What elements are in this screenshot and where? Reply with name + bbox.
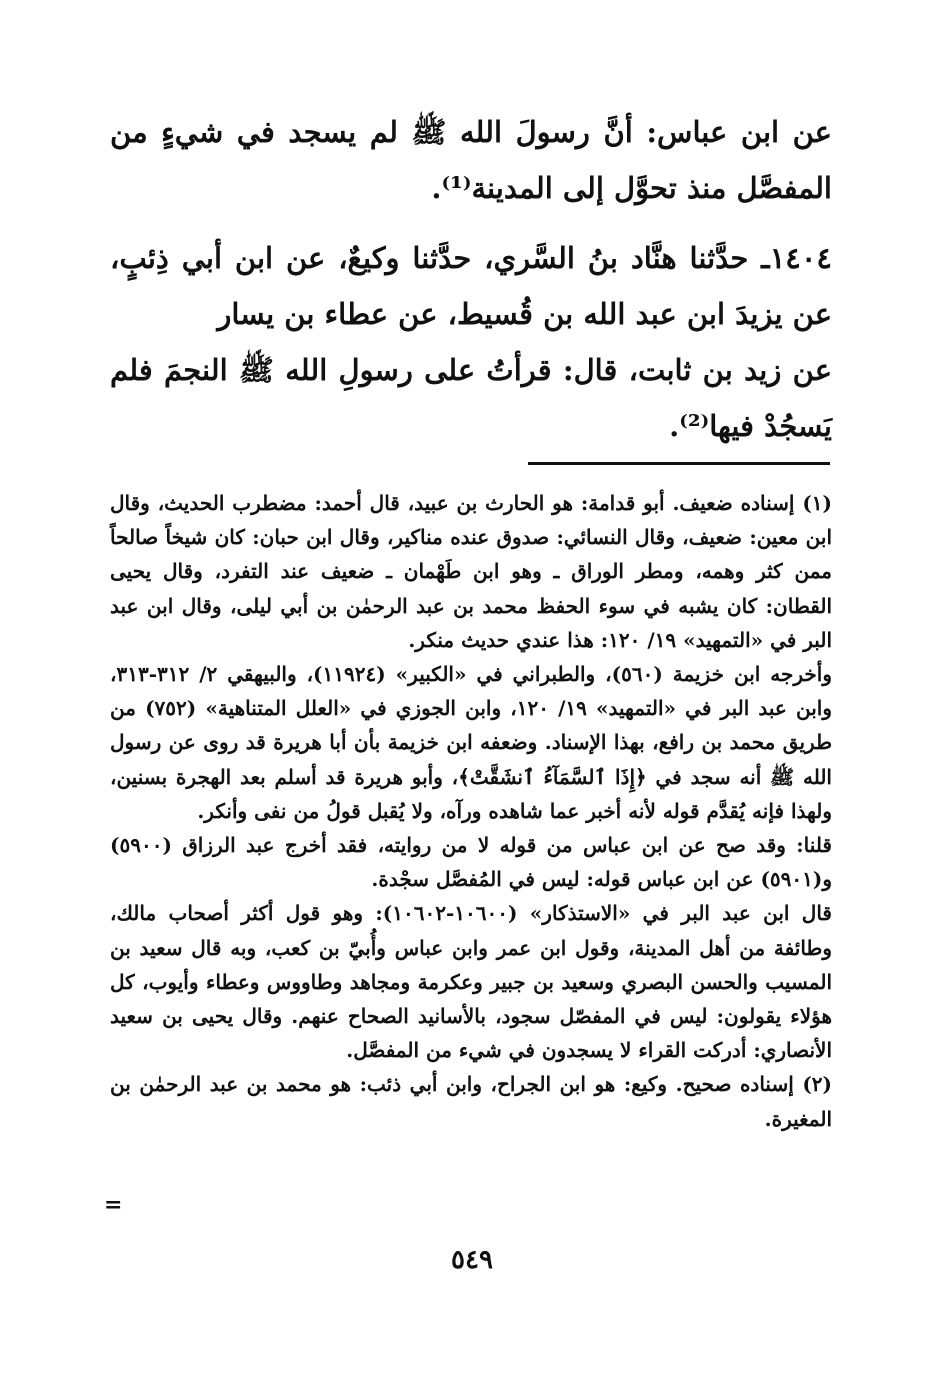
footnote-separator xyxy=(528,462,830,465)
hadith-text-1: عن ابن عباس: أنَّ رسولَ الله ﷺ لم يسجد في شيءٍ من المفصَّل منذ تحوَّل إلى المدينة⁽¹⁾. xyxy=(110,115,832,205)
footnote-1-para-3: قلنا: وقد صح عن ابن عباس من قوله لا من روايته، فقد أخرج عبد الرزاق (٥٩٠٠) و(٥٩٠١) عن ابن عباس قوله: ليس في المُفصَّل سجْدة. xyxy=(110,833,832,892)
footnote-1-para-2: وأخرجه ابن خزيمة (٥٦٠)، والطبراني في «الكبير» (١١٩٢٤)، والبيهقي ٢/ ٣١٢-٣١٣، وابن عبد البر في «التمهيد» ١٩/ ١٢٠، وابن الجوزي في «العلل المتناهية» (٧٥٢) من طريق محمد بن رافع، بهذا الإسناد. وضعفه ابن خزيمة بأن أبا هريرة قد روى عن رسول الله ﷺ أنه سجد في ﴿إِذَا ٱلسَّمَآءُ ٱنشَقَّتْ﴾، وأبو هريرة قد أسلم بعد الهجرة بسنين، ولهذا فإنه يُقدَّم قوله لأنه أخبر عما شاهده ورآه، ولا يُقبل قولُ من نفى وأنكر. xyxy=(110,662,833,823)
footnote-1-para-4: قال ابن عبد البر في «الاستذكار» (١٠٦٠٠-١٠٦٠٢): وهو قول أكثر أصحاب مالك، وطائفة من أهل المدينة، وقول ابن عمر وابن عباس وأُبيّ بن كعب، وبه قال سعيد بن المسيب والحسن البصري وسعيد بن جبير وعكرمة ومجاهد وطاووس وعطاء وأيوب، كل هؤلاء يقولون: ليس في المفصّل سجود، بالأسانيد الصحاح عنهم. وقال يحيى بن سعيد الأنصاري: أدركت القراء لا يسجدون في شيء من المفصَّل. xyxy=(110,901,832,1063)
footnote-2: (٢) إسناده صحيح. وكيع: هو ابن الجراح، وابن أبي ذئب: هو محمد بن عبد الرحمٰن بن المغيرة. xyxy=(110,1072,832,1131)
continuation-mark: = xyxy=(104,1192,123,1218)
page-number: ٥٤٩ xyxy=(451,1245,493,1275)
main-text xyxy=(110,104,832,216)
hadith-block-2 xyxy=(110,342,832,454)
hadith-isnad-1404: ١٤٠٤ـ حدَّثنا هنَّاد بنُ السَّري، حدَّثنا وكيعٌ، عن ابن أبي ذِئبٍ، عن يزيدَ ابن عبد الله بن قُسيط، عن عطاء بن يسار xyxy=(110,241,832,331)
isnad-block xyxy=(110,230,832,342)
footnote-1-para-1: (١) إسناده ضعيف. أبو قدامة: هو الحارث بن عبيد، قال أحمد: مضطرب الحديث، وقال ابن معين: ضعيف، وقال النسائي: صدوق عنده مناكير، وقال ابن حبان: كان شيخاً صالحاً ممن كثر وهمه، ومطر الوراق ـ وهو ابن طَهْمان ـ ضعيف عند التفرد، وقال يحيى القطان: كان يشبه في سوء الحفظ محمد بن عبد الرحمٰن بن أبي ليلى، وقال ابن عبد البر في «التمهيد» ١٩/ ١٢٠: هذا عندي حديث منكر. xyxy=(110,491,833,652)
hadith-text-2: عن زيد بن ثابت، قال: قرأتُ على رسولِ الله ﷺ النجمَ فلم يَسجُدْ فيها⁽²⁾. xyxy=(110,353,832,443)
footnotes xyxy=(110,486,832,1136)
